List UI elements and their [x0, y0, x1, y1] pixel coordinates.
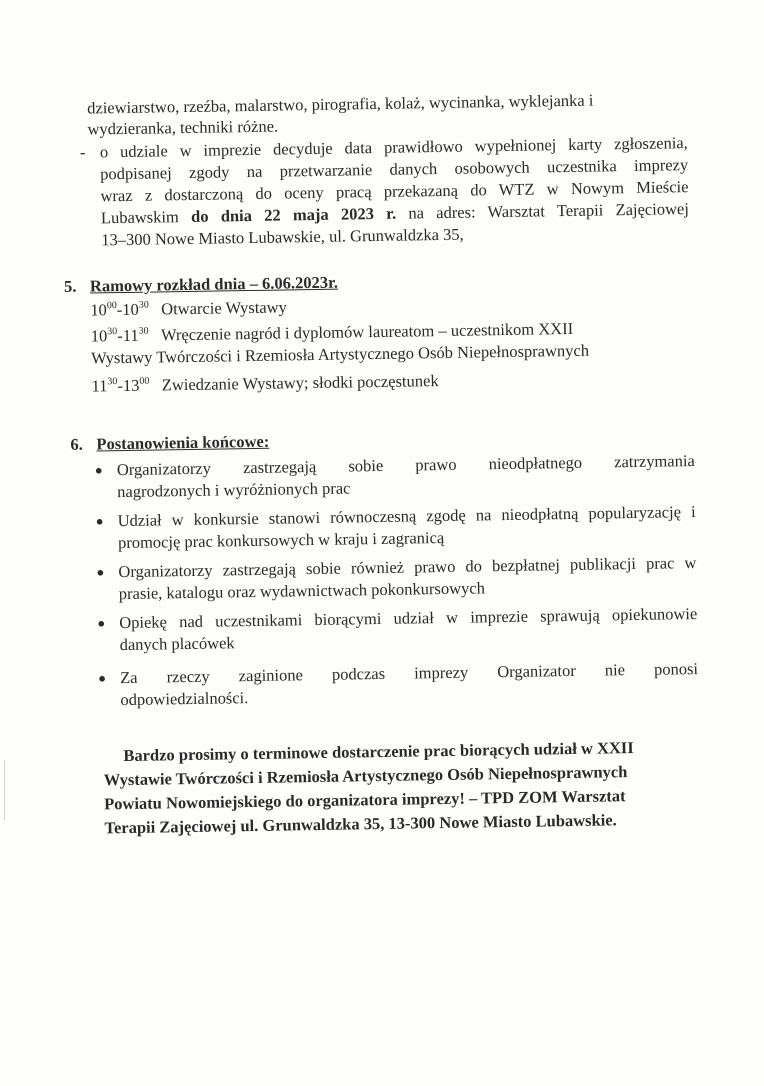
schedule-row-2: $10^{30}-11^{30}$ Wręczenie nagród i dyplomów laureatom – uczestnikom XXII	[90, 318, 574, 346]
final-bullet-3-line-2: prasie, katalogu oraz wydawnictwach pokonkursowych	[118, 578, 486, 604]
bullet-dot-icon: ●	[95, 513, 104, 529]
bullet-dot-icon: ●	[94, 462, 103, 478]
bullet-dot-icon: ●	[98, 670, 107, 686]
schedule-row-1: $10^{00}-10^{30}$ Otwarcie Wystawy	[90, 297, 287, 320]
scan-edge-mark	[4, 760, 5, 820]
deadline-line-2: podpisanej zgody na przetwarzanie danych osobowych uczestnika imprezy	[100, 155, 689, 184]
deadline-line-5: 13–300 Nowe Miasto Lubawskie, ul. Grunwaldzka 35,	[101, 224, 464, 250]
closing-line-1: Bardzo prosimy o terminowe dostarczenie prac biorących udział w XXII	[123, 738, 634, 766]
final-bullet-5-line-2: odpowiedzialności.	[120, 688, 249, 710]
deadline-line-1: o udziale w imprezie decyduje data prawidłowo wypełnionej karty zgłoszenia,	[99, 133, 688, 162]
section-6-title: Postanowienia końcowe:	[96, 431, 270, 454]
final-bullet-3-line-1: Organizatorzy zastrzegają sobie również prawo do bezpłatnej publikacji prac w	[118, 553, 697, 582]
dash-marker: -	[79, 142, 86, 162]
final-bullet-1-line-2: nagrodzonych i wyróżnionych prac	[117, 478, 351, 502]
bullet-dot-icon: ●	[97, 615, 106, 631]
closing-line-3: Powiatu Nowomiejskiego do organizatora imprezy! – TPD ZOM Warsztat	[103, 786, 626, 814]
bullet-dot-icon: ●	[96, 564, 105, 580]
final-bullet-2-line-1: Udział w konkursie stanowi równoczesną zgodę na nieodpłatną popularyzację i	[117, 502, 696, 531]
closing-line-2: Wystawie Twórczości i Rzemiosła Artystycznego Osób Niepełnosprawnych	[103, 762, 628, 790]
continuation-line-2: wydzieranka, techniki różne.	[87, 116, 279, 139]
final-bullet-2-line-2: promocję prac konkursowych w kraju i zagranicą	[117, 527, 445, 553]
section-6-number: 6.	[70, 434, 83, 454]
schedule-row-3: $11^{30}-13^{00}$ Zwiedzanie Wystawy; słodki poczęstunek	[91, 371, 439, 396]
continuation-line-1: dziewiarstwo, rzeźba, malarstwo, pirografia, kolaż, wycinanka, wyklejanka i	[87, 90, 594, 118]
final-bullet-4-line-1: Opiekę nad uczestnikami biorącymi udział w imprezie sprawują opiekunowie	[119, 604, 698, 633]
section-5-number: 5.	[63, 276, 77, 296]
closing-line-4: Terapii Zajęciowej ul. Grunwaldzka 35, 13-300 Nowe Miasto Lubawskie.	[104, 810, 617, 838]
final-bullet-4-line-2: danych placówek	[119, 633, 235, 655]
deadline-line-3: wraz z dostarczoną do oceny pracą przekazaną do WTZ w Nowym Mieście	[100, 177, 689, 206]
final-bullet-1-line-1: Organizatorzy zastrzegają sobie prawo nieodpłatnego zatrzymania	[116, 451, 695, 480]
schedule-row-2-continuation: Wystawy Twórczości i Rzemiosła Artystycznego Osób Niepełnosprawnych	[90, 340, 590, 368]
section-5-title: Ramowy rozkład dnia – 6.06.2023r.	[89, 272, 339, 296]
deadline-line-4: Lubawskim do dnia 22 maja 2023 r. na adres: Warsztat Terapii Zajęciowej	[100, 199, 689, 228]
final-bullet-5-line-1: Za rzeczy zaginione podczas imprezy Organizator nie ponosi	[119, 659, 699, 688]
